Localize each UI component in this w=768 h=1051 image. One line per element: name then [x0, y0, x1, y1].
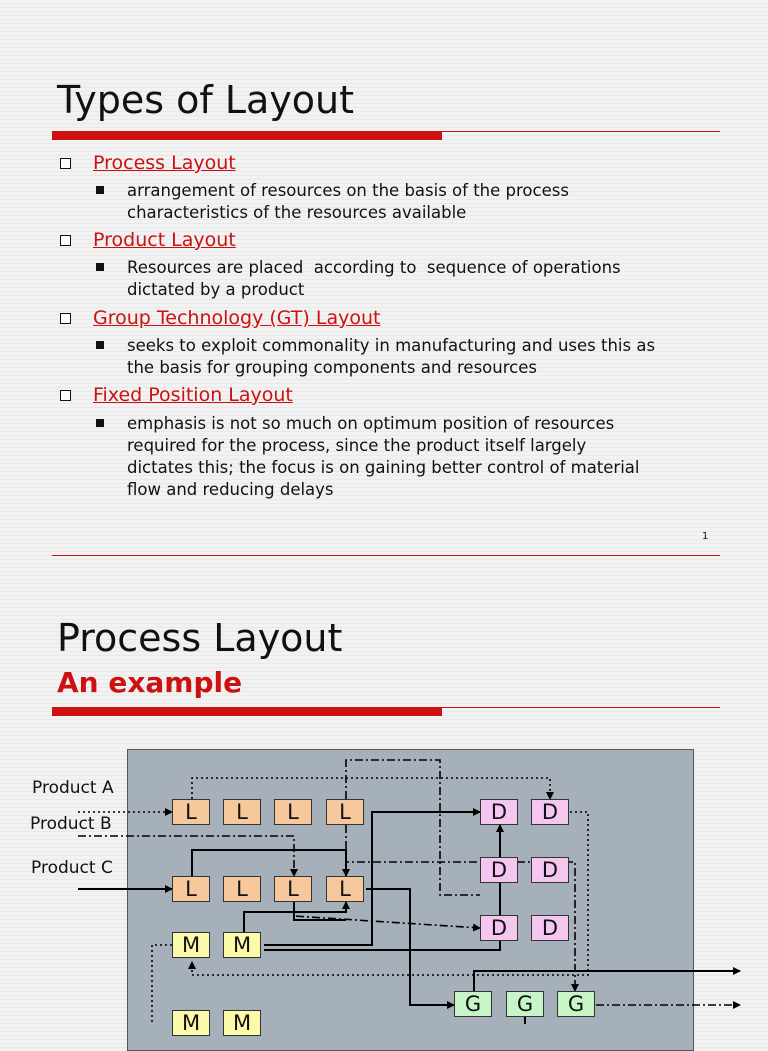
gt-layout-heading: Group Technology (GT) Layout: [93, 307, 381, 329]
process-layout-line-1: arrangement of resources on the basis of the process: [127, 181, 569, 200]
gt-layout-line-1: seeks to exploit commonality in manufacturing and uses this as: [127, 336, 656, 355]
mill-machine: M: [172, 932, 210, 958]
product-c-label: Product C: [31, 858, 113, 878]
fixed-position-line-3: dictates this; the focus is on gaining better control of material: [127, 458, 640, 477]
mill-machine: M: [223, 1010, 261, 1036]
lathe-machine: L: [172, 799, 210, 825]
grinder-machine: G: [506, 991, 544, 1017]
lathe-machine: L: [326, 876, 364, 902]
fixed-position-line-2: required for the process, since the product itself largely: [127, 436, 587, 455]
page-number: 1: [702, 531, 709, 542]
slide1-title: Types of Layout: [57, 78, 355, 122]
product-a-label: Product A: [32, 778, 114, 798]
fixed-position-heading: Fixed Position Layout: [93, 384, 293, 406]
product-b-label: Product B: [30, 814, 112, 834]
fixed-position-line-1: emphasis is not so much on optimum position of resources: [127, 414, 615, 433]
grinder-machine: G: [557, 991, 595, 1017]
lathe-machine: L: [223, 876, 261, 902]
mill-machine: M: [223, 932, 261, 958]
drill-machine: D: [480, 915, 518, 941]
fixed-position-line-4: flow and reducing delays: [127, 480, 334, 499]
gt-layout-line-2: the basis for grouping components and resources: [127, 358, 537, 377]
drill-machine: D: [531, 915, 569, 941]
process-layout-line-2: characteristics of the resources available: [127, 203, 467, 222]
slide2-title: Process Layout: [57, 616, 343, 660]
drill-machine: D: [480, 857, 518, 883]
drill-machine: D: [531, 857, 569, 883]
drill-machine: D: [480, 799, 518, 825]
product-layout-line-1: Resources are placed according to sequence of operations: [127, 258, 621, 277]
drill-machine: D: [531, 799, 569, 825]
lathe-machine: L: [326, 799, 364, 825]
mill-machine: M: [172, 1010, 210, 1036]
lathe-machine: L: [274, 799, 312, 825]
product-layout-heading: Product Layout: [93, 229, 236, 251]
lathe-machine: L: [274, 876, 312, 902]
product-layout-line-2: dictated by a product: [127, 280, 305, 299]
grinder-machine: G: [454, 991, 492, 1017]
lathe-machine: L: [172, 876, 210, 902]
lathe-machine: L: [223, 799, 261, 825]
process-layout-heading: Process Layout: [93, 152, 236, 174]
slide2-subtitle: An example: [57, 666, 243, 699]
